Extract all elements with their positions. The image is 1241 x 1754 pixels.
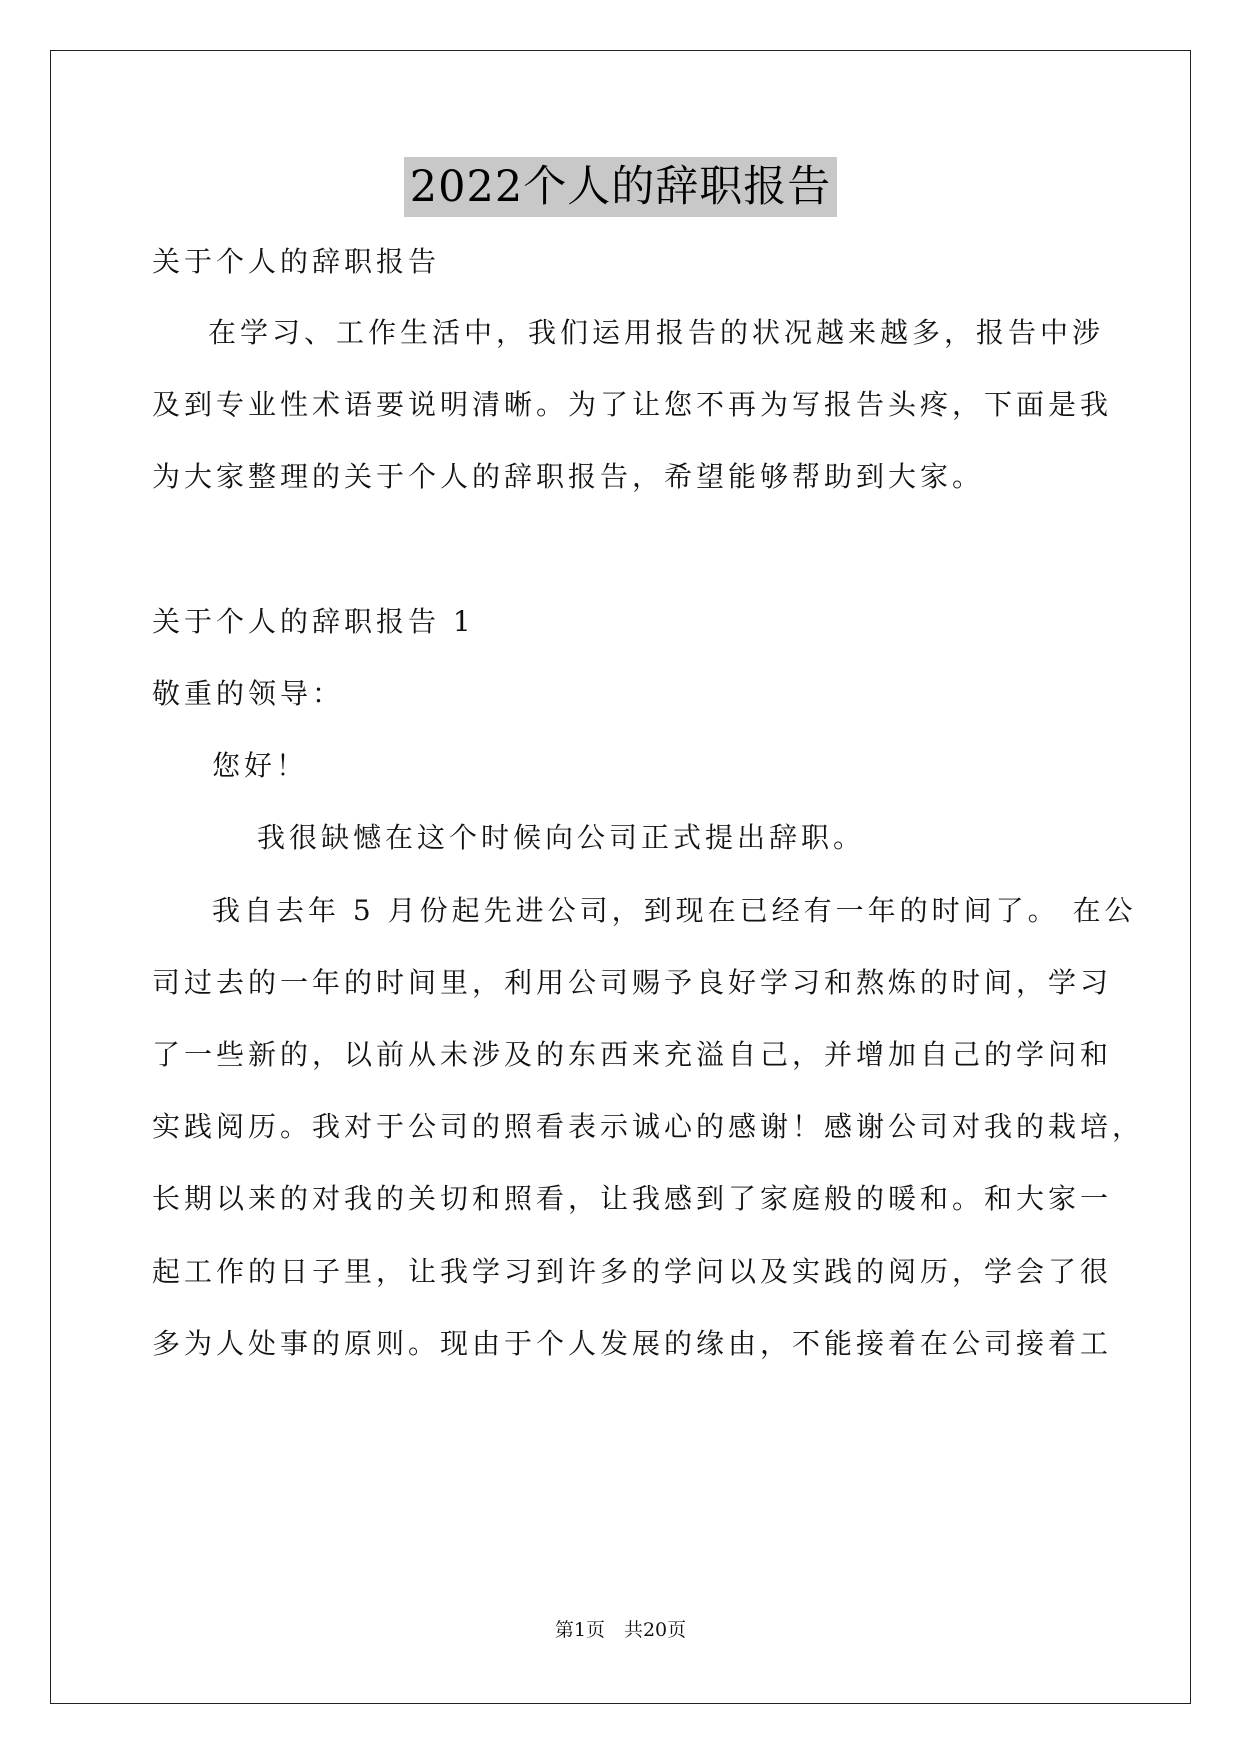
paragraph-line: 在学习、工作生活中，我们运用报告的状况越来越多，报告中涉 bbox=[208, 316, 1105, 349]
paragraph-line: 司过去的一年的时间里，利用公司赐予良好学习和熬炼的时间，学习 bbox=[152, 966, 1113, 999]
paragraph-line: 我自去年 5 月份起先进公司，到现在已经有一年的时间了。 在公 bbox=[212, 894, 1137, 927]
paragraph-line: 起工作的日子里，让我学习到许多的学问以及实践的阅历，学会了很 bbox=[152, 1255, 1113, 1288]
document-title: 2022个人的辞职报告 bbox=[404, 157, 837, 217]
paragraph-line: 多为人处事的原则。现由于个人发展的缘由，不能接着在公司接着工 bbox=[152, 1327, 1113, 1360]
page-border bbox=[50, 50, 1191, 1704]
paragraph-line: 为大家整理的关于个人的辞职报告，希望能够帮助到大家。 bbox=[152, 460, 985, 493]
paragraph-line: 了一些新的，以前从未涉及的东西来充溢自己，并增加自己的学问和 bbox=[152, 1038, 1113, 1071]
paragraph-line: 长期以来的对我的关切和照看，让我感到了家庭般的暖和。和大家一 bbox=[152, 1182, 1113, 1215]
paragraph-line: 及到专业性术语要说明清晰。为了让您不再为写报告头疼，下面是我 bbox=[152, 388, 1113, 421]
greeting: 您好！ bbox=[212, 749, 309, 782]
page-footer: 第1页 共20页 bbox=[554, 1619, 687, 1641]
salutation: 敬重的领导： bbox=[152, 677, 345, 710]
paragraph-line: 实践阅历。我对于公司的照看表示诚心的感谢！感谢公司对我的栽培， bbox=[152, 1110, 1145, 1143]
section-heading: 关于个人的辞职报告 1 bbox=[152, 605, 475, 638]
title-container bbox=[0, 157, 1241, 217]
subtitle-line: 关于个人的辞职报告 bbox=[152, 245, 441, 278]
paragraph-line: 我很缺憾在这个时候向公司正式提出辞职。 bbox=[257, 821, 866, 854]
